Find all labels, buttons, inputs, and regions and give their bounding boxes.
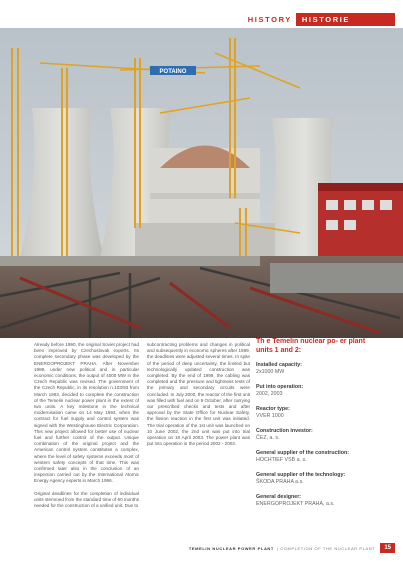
- paragraph: Original deadlines for the completion of individual units stemmed from the standard time of 60 months needed for the construction of a unified unit. Due to: [34, 490, 139, 509]
- construction-photo: [0, 28, 403, 338]
- footer-subtitle: | COMPLETION OF THE NUCLEAR PLANT: [276, 545, 376, 551]
- page-footer: [189, 543, 395, 553]
- spec-label: Installed capacity:: [256, 362, 302, 368]
- spec-operation: [256, 384, 376, 398]
- spec-label: Put into operation:: [256, 384, 304, 390]
- section-label-cz: HISTORIE: [296, 13, 395, 26]
- spec-technology-supplier: [256, 472, 376, 486]
- paragraph: Already before 1990, the original Soviet project had been improved by Czechoslovak experts. Its complete secondary phase was developed by the ENERGOPROJEKT PRAHA. After November 1989, under new political and in particular economic conditions, the output of 4000 MW in the Czech Republic was revised. The government of the Czech Republic, in its resolution n.103/93 from March 1993, decided to complete the construction of the Temelin nuclear power plant in the extent of two units. A key milestone in the technical modernisation came on 14 May 1993, when the contract for fuel supply and control system was signed with the Westinghouse Electric Corporation. This new project allowed for better use of nuclear fuel and further control of the output. Unique combination of the original project and the American control system constitutes a complex, where the level of safety systems exceeds most of western safety concepts of that time. This was confirmed later also in the conclusion of an inspection carried out by the International Atomic Energy Agency experts in March 1996.: [34, 342, 139, 484]
- section-label-en: HISTORY: [247, 15, 292, 24]
- spec-value: VVER 1000: [256, 413, 284, 419]
- spec-reactor-type: [256, 406, 376, 420]
- spec-construction-supplier: [256, 450, 376, 464]
- spec-investor: [256, 428, 376, 442]
- spec-label: Reactor type:: [256, 406, 290, 412]
- spec-capacity: [256, 362, 376, 376]
- spec-value: 2002, 2003: [256, 391, 283, 397]
- crane-label: POTAINO: [159, 69, 187, 75]
- footer-title: TEMELIN NUCLEAR POWER PLANT: [188, 545, 274, 551]
- spec-value: HOCHTIEF VSB a. s.: [256, 457, 307, 463]
- spec-label: General supplier of the technology:: [256, 472, 346, 478]
- spec-value: ENERGOPROJEKT PRAHA, a.s.: [256, 501, 335, 507]
- body-column-1: [34, 342, 139, 515]
- body-column-2: [147, 342, 250, 453]
- page-number: 15: [380, 543, 395, 553]
- spec-label: Construction investor:: [256, 428, 313, 434]
- section-header: [248, 13, 395, 26]
- spec-value: ČEZ, a. s.: [256, 435, 280, 441]
- sidebar-title: Th e Temelin nuclear po- er plant units 1 and 2:: [256, 338, 366, 354]
- spec-value: ŠKODA PRAHA a.s.: [256, 479, 304, 485]
- paragraph: subcontracting problems and changes in political and subsequently in economic spheres after 1989, the deadlines were adjusted several times. In spite of the period of deep uncertainty, the limited but technologically updated construction was completed. By the end of 1999, the cabling was completed and the pressure and tightness tests of the primary and secondary circuits were concluded. In July 2000, the reactor of the first unit was filled with fuel and on 9 October, after carrying our prescribed checks and tests and after approval by the State Office for Nuclear Safety, the fission reaction in the first unit was initiated. The trial operation of the 1st unit was launched on 10 June 2002, the 2nd unit was put into trial operation on 18 April 2003. The power plant was put into operation in the period 2002 - 2003.: [147, 342, 250, 447]
- spec-label: General designer:: [256, 494, 302, 500]
- plant-facts-sidebar: [256, 338, 376, 516]
- spec-designer: [256, 494, 376, 508]
- spec-value: 2x1000 MW: [256, 369, 285, 375]
- spec-label: General supplier of the construction:: [256, 450, 350, 456]
